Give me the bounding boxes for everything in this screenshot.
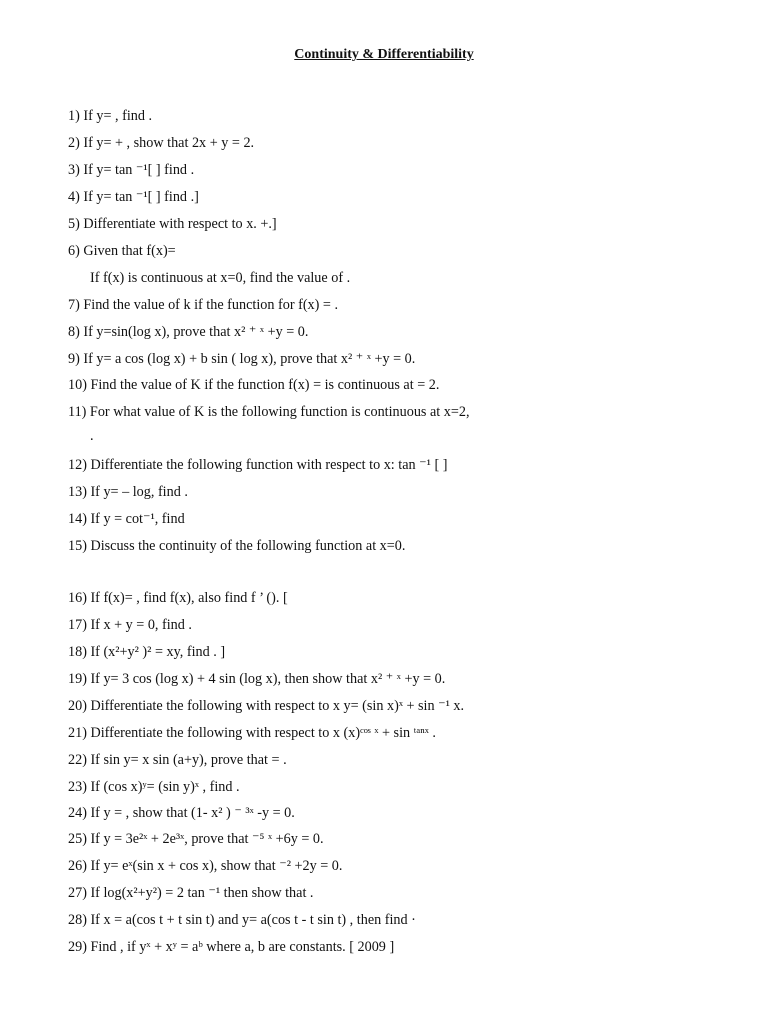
question-15: 15) Discuss the continuity of the following function at x=0.	[68, 538, 406, 554]
question-27: 27) If log(x²+y²) = 2 tan ⁻¹ then show that .	[68, 885, 314, 901]
question-2: 2) If y= + , show that 2x + y = 2.	[68, 135, 255, 151]
document-title: Continuity & Differentiability	[294, 47, 474, 62]
question-22: 22) If sin y= x sin (a+y), prove that = .	[68, 752, 287, 768]
question-7: 7) Find the value of k if the function for f(x) = .	[68, 297, 339, 313]
question-6: 6) Given that f(x)=	[68, 243, 176, 259]
question-17: 17) If x + y = 0, find .	[68, 617, 192, 633]
question-10: 10) Find the value of K if the function f(x) = is continuous at = 2.	[68, 377, 440, 393]
question-12: 12) Differentiate the following function with respect to x: tan ⁻¹ [ ]	[68, 457, 448, 473]
question-20: 20) Differentiate the following with respect to x y= (sin x)ˣ + sin ⁻¹ x.	[68, 698, 465, 714]
question-11: 11) For what value of K is the following function is continuous at x=2,	[68, 404, 470, 420]
question-9: 9) If y= a cos (log x) + b sin ( log x), prove that x² ⁺ ˣ +y = 0.	[68, 351, 416, 367]
question-21: 21) Differentiate the following with respect to x (x)ᶜᵒˢ ˣ + sin ᵗᵃⁿˣ .	[68, 725, 436, 741]
question-8: 8) If y=sin(log x), prove that x² ⁺ ˣ +y = 0.	[68, 324, 309, 340]
question-26: 26) If y= eˣ(sin x + cos x), show that ⁻² +2y = 0.	[68, 858, 343, 874]
question-3: 3) If y= tan ⁻¹[ ] find .	[68, 162, 195, 178]
question-13: 13) If y= – log, find .	[68, 484, 188, 500]
question-6-continuation: If f(x) is continuous at x=0, find the value of .	[90, 270, 351, 286]
question-11-continuation: .	[90, 428, 94, 444]
question-28: 28) If x = a(cos t + t sin t) and y= a(cos t - t sin t) , then find ·	[68, 912, 416, 928]
question-16: 16) If f(x)= , find f(x), also find f ’ (). [	[68, 590, 288, 606]
question-18: 18) If (x²+y² )² = xy, find . ]	[68, 644, 226, 660]
question-4: 4) If y= tan ⁻¹[ ] find .]	[68, 189, 199, 205]
question-5: 5) Differentiate with respect to x. +.]	[68, 216, 277, 232]
question-19: 19) If y= 3 cos (log x) + 4 sin (log x), then show that x² ⁺ ˣ +y = 0.	[68, 671, 446, 687]
question-23: 23) If (cos x)ʸ= (sin y)ˣ , find .	[68, 779, 240, 795]
question-1: 1) If y= , find .	[68, 108, 153, 124]
question-14: 14) If y = cot⁻¹, find	[68, 511, 185, 527]
question-24: 24) If y = , show that (1- x² ) ⁻ ³ˣ -y = 0.	[68, 805, 295, 821]
question-25: 25) If y = 3e²ˣ + 2e³ˣ, prove that ⁻⁵ ˣ +6y = 0.	[68, 831, 324, 847]
question-29: 29) Find , if yˣ + xʸ = aᵇ where a, b are constants. [ 2009 ]	[68, 939, 395, 955]
